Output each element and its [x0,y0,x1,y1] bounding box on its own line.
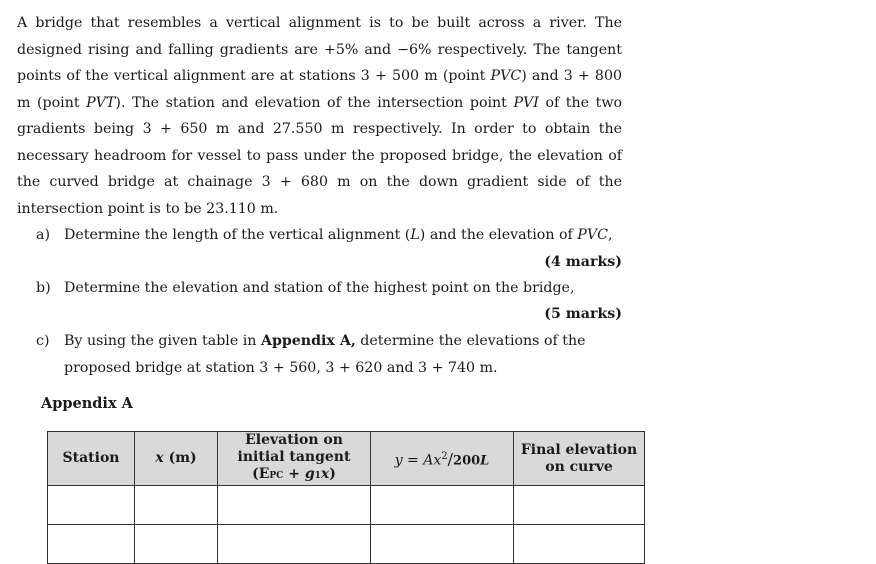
appendix-table [47,431,645,564]
header-x: x (m) [135,432,218,486]
table-row [48,525,645,564]
appendix-title: Appendix A [41,395,133,412]
table-header-row [48,432,645,486]
question-c-text: By using the given table in Appendix A, determine the elevations of the proposed bridge at station 3 + 560, 3 + 620 and 3 + 740 m. [64,333,586,376]
header-elevation-initial-tangent: Elevation on initial tangent (EPC + g1x) [218,432,371,486]
table-cell[interactable] [218,525,371,564]
question-c [36,328,622,381]
question-a-text: Determine the length of the vertical alignment (L) and the elevation of PVC, [64,227,613,243]
table-cell[interactable] [371,486,514,525]
question-b [36,275,622,302]
question-a-label: a) [36,227,50,243]
table-cell[interactable] [48,525,135,564]
question-a-marks: (4 marks) [544,254,622,270]
table-cell[interactable] [218,486,371,525]
question-b-label: b) [36,280,51,296]
table-row [48,486,645,525]
table-cell[interactable] [135,486,218,525]
question-b-marks: (5 marks) [544,306,622,322]
question-a [36,222,622,249]
table-cell[interactable] [514,525,645,564]
header-y-formula: $y = Ax^2/200L$ [371,432,514,486]
question-b-text: Determine the elevation and station of the highest point on the bridge, [64,280,575,296]
question-c-label: c) [36,333,50,349]
table-cell[interactable] [371,525,514,564]
table-cell[interactable] [135,525,218,564]
problem-statement: A bridge that resembles a vertical alignment is to be built across a river. The designed rising and falling gradients are +5% and −6% respectively. The tangent points of the vertical alignment are at stations 3 + 500 m (point PVC) and 3 + 800 m (point PVT). The station and elevation of the intersection point PVI of the two gradients being 3 + 650 m and 27.550 m respectively. In order to obtain the necessary headroom for vessel to pass under the proposed bridge, the elevation of the curved bridge at chainage 3 + 680 m on the down gradient side of the intersection point is to be 23.110 m. [17,15,623,217]
header-station: Station [48,432,135,486]
table-cell[interactable] [514,486,645,525]
header-final-elevation: Final elevation on curve [514,432,645,486]
table-cell[interactable] [48,486,135,525]
